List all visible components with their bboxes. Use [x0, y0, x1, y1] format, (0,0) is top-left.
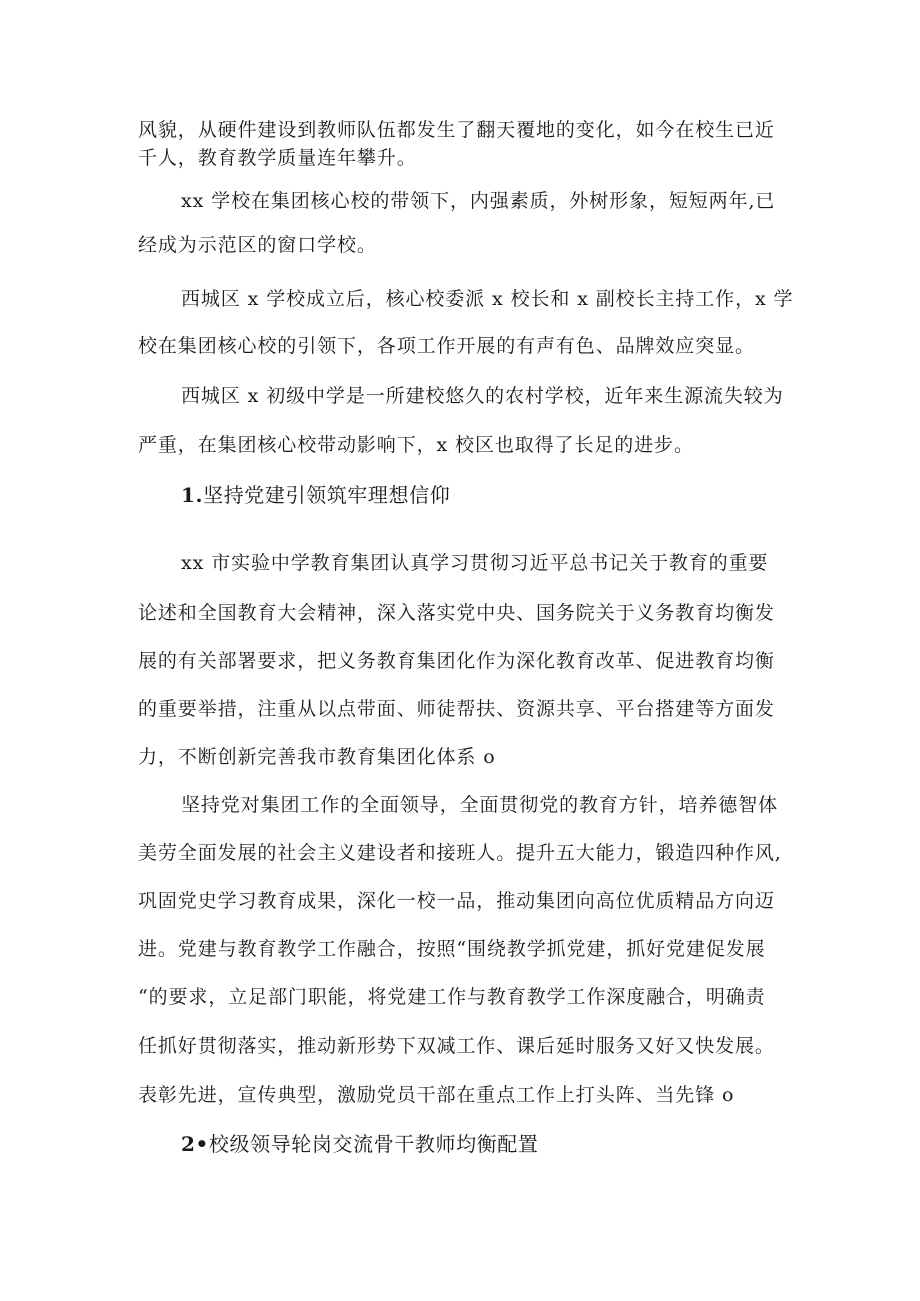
section-heading-2-text: 校级领导轮岗交流骨干教师均衡配置 [208, 1132, 539, 1156]
paragraph-5-line-3: 展的有关部署要求，把义务教育集团化作为深化教育改革、促进教育均衡 [138, 650, 775, 672]
paragraph-4-line-2: 严重，在集团核心校带动影响下，x 校区也取得了长足的进步。 [138, 434, 694, 456]
paragraph-5-line-4: 的重要举措，注重从以点带面、师徒帮扶、资源共享、平台搭建等方面发 [138, 698, 775, 720]
paragraph-5-line-2: 论述和全国教育大会精神，深入落实党中央、国务院关于义务教育均衡发 [138, 602, 775, 624]
section-heading-1-number: 1. [181, 483, 204, 507]
paragraph-2-line-2: 经成为示范区的窗口学校。 [138, 234, 377, 256]
section-heading-1-text: 坚持党建引领筑牢理想信仰 [203, 483, 451, 507]
paragraph-3-line-1: 西城区 x 学校成立后，核心校委派 x 校长和 x 副校长主持工作，x 学 [181, 288, 794, 310]
paragraph-6-line-2: 美劳全面发展的社会主义建设者和接班人。提升五大能力，锻造四种作风, [138, 842, 782, 864]
paragraph-6-line-5: “的要求，立足部门职能，将党建工作与教育教学工作深度融合，明确责 [138, 986, 766, 1008]
paragraph-1-line-1: 风貌，从硬件建设到教师队伍都发生了翻天覆地的变化，如今在校生已近 [138, 119, 775, 141]
section-heading-2 [181, 1130, 539, 1158]
section-heading-2-number: 2• [181, 1132, 209, 1156]
paragraph-6-line-3: 巩固党史学习教育成果，深化一校一品，推动集团向高位优质精品方向迈 [138, 890, 775, 912]
paragraph-6-line-6: 任抓好贯彻落实，推动新形势下双减工作、课后延时服务又好又快发展。 [138, 1035, 775, 1057]
paragraph-5-line-5: 力，不断创新完善我市教育集团化体系 o [138, 746, 496, 768]
paragraph-2-line-1: xx 学校在集团核心校的带领下，内强素质，外树形象，短短两年,已 [181, 190, 776, 212]
section-heading-1 [181, 481, 450, 509]
paragraph-6-line-7: 表彰先进，宣传典型，激励党员干部在重点工作上打头阵、当先锋 o [138, 1084, 735, 1106]
paragraph-1-line-2: 千人，教育教学质量连年攀升。 [138, 147, 417, 169]
paragraph-6-line-4: 进。党建与教育教学工作融合，按照“围绕教学抓党建，抓好党建促发展 [138, 938, 766, 960]
paragraph-3-line-2: 校在集团核心校的引领下，各项工作开展的有声有色、品牌效应突显。 [138, 335, 755, 357]
paragraph-4-line-1: 西城区 x 初级中学是一所建校悠久的农村学校，近年来生源流失较为 [181, 385, 784, 407]
paragraph-5-line-1: xx 市实验中学教育集团认真学习贯彻习近平总书记关于教育的重要 [181, 552, 769, 574]
paragraph-6-line-1: 坚持党对集团工作的全面领导，全面贯彻党的教育方针，培养德智体 [181, 794, 779, 816]
